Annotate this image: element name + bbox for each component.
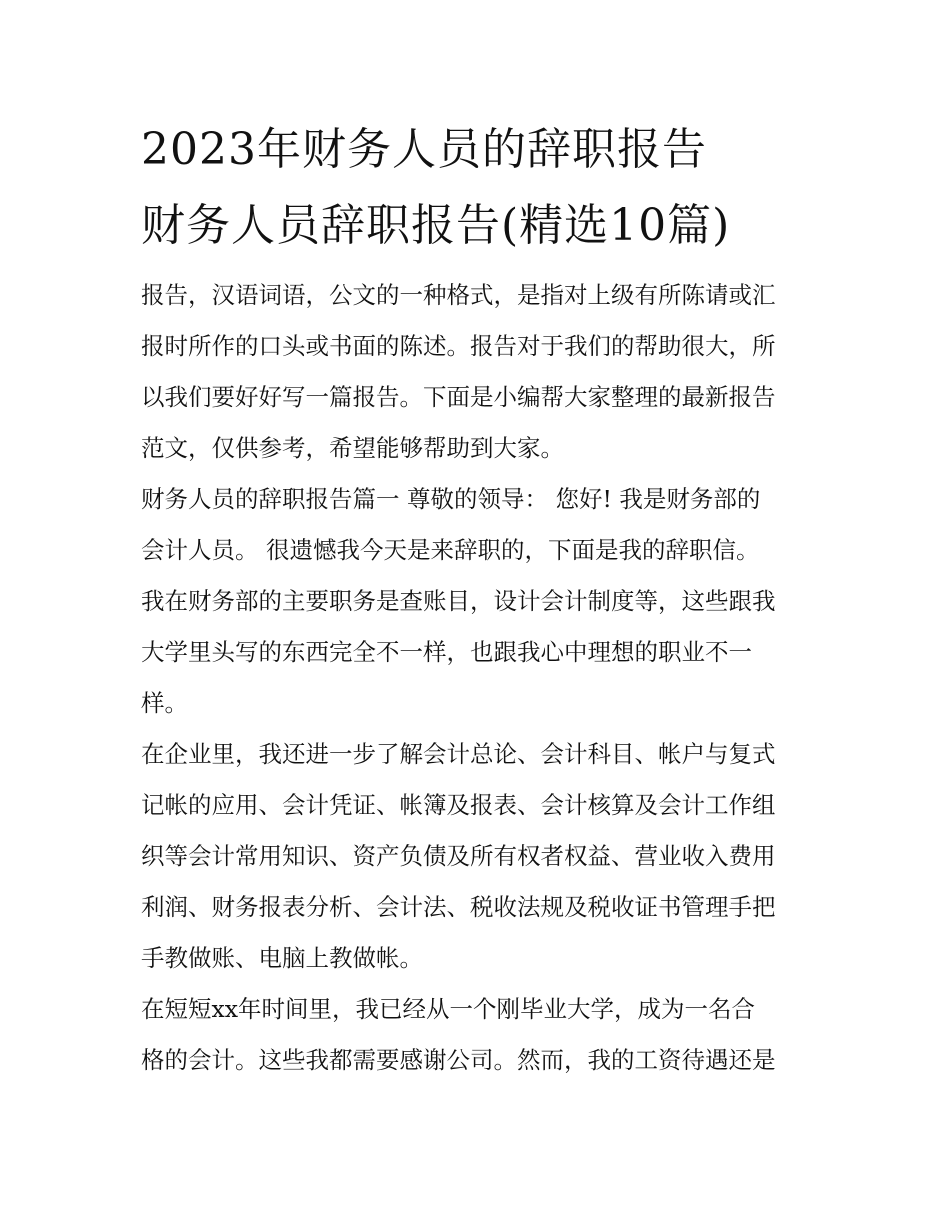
text-line: 以我们要好好写一篇报告。下面是小编帮大家整理的最新报告 [141,383,776,411]
title-line: 2023年财务人员的辞职报告 [141,124,707,175]
text-line: 财务人员的辞职报告篇一 尊敬的领导： 您好! 我是财务部的 [141,485,761,513]
document-page [141,112,813,1086]
text-line: 大学里头写的东西完全不一样，也跟我心中理想的职业不一 [141,638,752,666]
paragraph-gratitude [141,984,813,1086]
text-line: 在企业里，我还进一步了解会计总论、会计科目、帐户与复式 [141,740,776,768]
paragraph-letter-opening [141,474,813,729]
text-line: 在短短xx年时间里，我已经从一个刚毕业大学，成为一名合 [141,995,756,1023]
text-line: 报告，汉语词语，公文的一种格式，是指对上级有所陈请或汇 [141,281,776,309]
text-line: 会计人员。 很遗憾我今天是来辞职的，下面是我的辞职信。 [141,536,760,564]
text-line: 样。 [141,689,188,717]
paragraph-experience [141,729,813,984]
text-line: 我在财务部的主要职务是查账目，设计会计制度等，这些跟我 [141,587,776,615]
text-line: 手教做账、电脑上教做帐。 [141,944,423,972]
text-line: 范文，仅供参考，希望能够帮助到大家。 [141,434,564,462]
text-line: 格的会计。这些我都需要感谢公司。然而，我的工资待遇还是 [141,1046,776,1074]
paragraph-intro [141,270,813,474]
text-line: 织等会计常用知识、资产负债及所有权者权益、营业收入费用 [141,842,776,870]
text-line: 利润、财务报表分析、会计法、税收法规及税收证书管理手把 [141,893,776,921]
title-line: 财务人员辞职报告(精选10篇) [141,200,731,251]
document-title [141,112,813,264]
text-line: 记帐的应用、会计凭证、帐簿及报表、会计核算及会计工作组 [141,791,776,819]
text-line: 报时所作的口头或书面的陈述。报告对于我们的帮助很大，所 [141,332,776,360]
document-body [141,270,813,1086]
